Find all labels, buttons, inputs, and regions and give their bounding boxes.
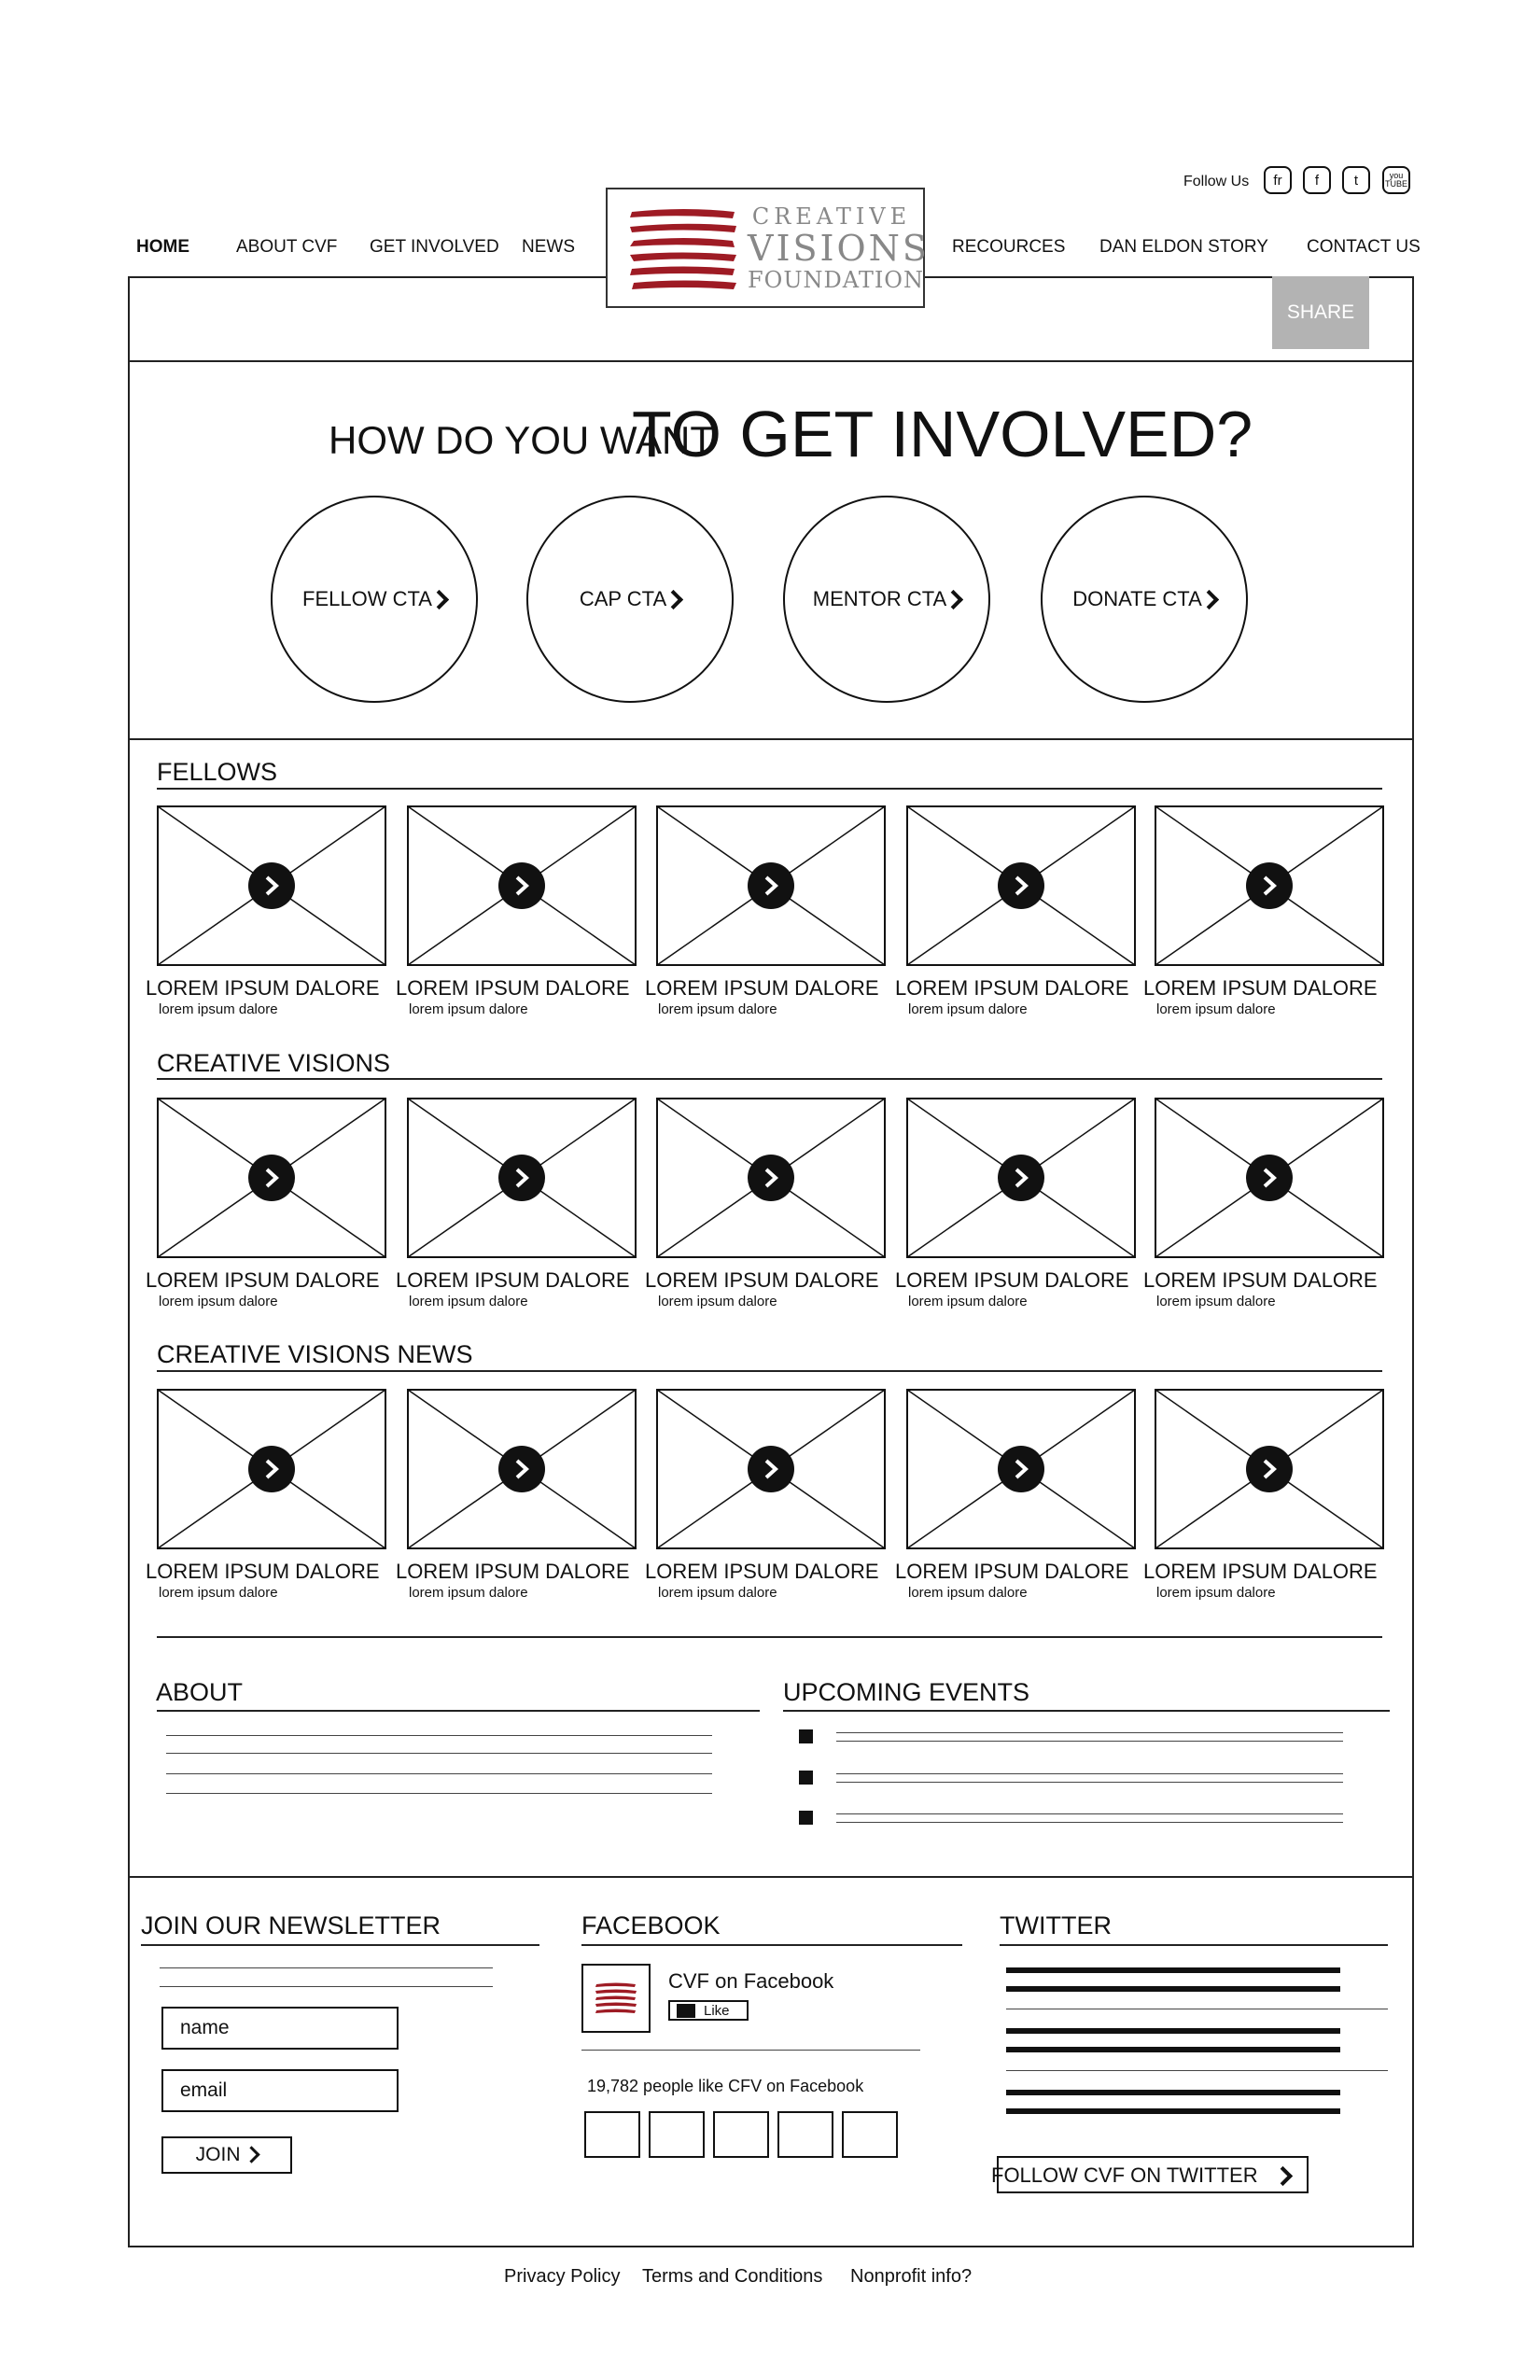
- chevron-right-icon: [664, 589, 683, 609]
- play-icon: [998, 1155, 1044, 1201]
- card-title[interactable]: LOREM IPSUM DALORE: [146, 976, 380, 1000]
- logo-line-2: VISIONS: [748, 228, 930, 269]
- about-title: ABOUT: [156, 1678, 244, 1706]
- facebook-page-name[interactable]: CVF on Facebook: [668, 1969, 834, 1993]
- join-button[interactable]: [161, 2136, 292, 2174]
- terms-link[interactable]: Terms and Conditions: [642, 2266, 823, 2287]
- text-line: [160, 1967, 493, 1968]
- site-logo[interactable]: [606, 188, 930, 308]
- fan-avatar[interactable]: [842, 2111, 898, 2158]
- image-placeholder[interactable]: [656, 1389, 886, 1549]
- card-title[interactable]: LOREM IPSUM DALORE: [645, 1268, 879, 1292]
- facebook-rule: [581, 1944, 962, 1946]
- text-line: [160, 1986, 493, 1987]
- play-icon: [248, 1446, 295, 1492]
- image-placeholder[interactable]: [407, 1389, 637, 1549]
- fan-avatar[interactable]: [649, 2111, 705, 2158]
- tweet-line: [1006, 2028, 1340, 2034]
- play-icon: [498, 862, 545, 909]
- card-subtitle: lorem ipsum dalore: [908, 1294, 1028, 1309]
- play-icon: [1246, 862, 1293, 909]
- nav-get-involved[interactable]: GET INVOLVED: [370, 237, 499, 257]
- fan-avatar[interactable]: [777, 2111, 833, 2158]
- card-subtitle: lorem ipsum dalore: [1156, 1294, 1276, 1309]
- play-icon: [248, 1155, 295, 1201]
- like-icon: [677, 2004, 695, 2018]
- follow-twitter-label: FOLLOW CVF ON TWITTER: [991, 2163, 1258, 2187]
- youtube-icon[interactable]: [1382, 166, 1410, 194]
- nav-home[interactable]: HOME: [136, 237, 189, 257]
- chevron-right-icon: [429, 589, 449, 609]
- flickr-icon[interactable]: fr: [1264, 166, 1292, 194]
- card-title[interactable]: LOREM IPSUM DALORE: [895, 1268, 1129, 1292]
- image-placeholder[interactable]: [407, 805, 637, 966]
- events-rule: [783, 1710, 1390, 1712]
- card-subtitle: lorem ipsum dalore: [159, 1585, 278, 1601]
- text-line: [166, 1793, 712, 1794]
- email-input[interactable]: email: [161, 2069, 399, 2112]
- text-line: [166, 1773, 712, 1774]
- cta-label: DONATE CTA: [1072, 587, 1202, 610]
- image-placeholder[interactable]: [157, 805, 386, 966]
- image-placeholder[interactable]: [906, 805, 1136, 966]
- facebook-page-avatar[interactable]: [581, 1964, 651, 2033]
- tweet-line: [1006, 2090, 1340, 2095]
- play-icon: [748, 862, 794, 909]
- play-icon: [1246, 1155, 1293, 1201]
- section-rule: [157, 788, 1382, 790]
- facebook-like-button[interactable]: [668, 2000, 749, 2021]
- cap-cta-button[interactable]: [526, 496, 734, 703]
- twitter-icon[interactable]: t: [1342, 166, 1370, 194]
- text-line: [166, 1735, 712, 1736]
- play-icon: [998, 1446, 1044, 1492]
- play-icon: [748, 1446, 794, 1492]
- card-subtitle: lorem ipsum dalore: [409, 1001, 528, 1017]
- card-title[interactable]: LOREM IPSUM DALORE: [1143, 1560, 1378, 1583]
- logo-line-1: CREATIVE: [751, 203, 912, 230]
- card-title[interactable]: LOREM IPSUM DALORE: [1143, 1268, 1378, 1292]
- logo-wordmark: [748, 203, 930, 294]
- card-title[interactable]: LOREM IPSUM DALORE: [146, 1268, 380, 1292]
- image-placeholder[interactable]: [1155, 1098, 1384, 1258]
- about-rule: [157, 1710, 760, 1712]
- follow-on-twitter-button[interactable]: [991, 2156, 1309, 2193]
- chevron-right-icon: [244, 2146, 260, 2163]
- image-placeholder[interactable]: [906, 1098, 1136, 1258]
- privacy-policy-link[interactable]: Privacy Policy: [504, 2266, 621, 2287]
- logo-line-3: FOUNDATION: [748, 267, 924, 293]
- card-title[interactable]: LOREM IPSUM DALORE: [396, 1268, 630, 1292]
- tweet-line: [1006, 1986, 1340, 1992]
- image-placeholder[interactable]: [407, 1098, 637, 1258]
- like-label: Like: [704, 2003, 730, 2019]
- divider: [128, 1876, 1414, 1878]
- event-line: [836, 1782, 1343, 1783]
- card-subtitle: lorem ipsum dalore: [658, 1001, 777, 1017]
- card-title[interactable]: LOREM IPSUM DALORE: [895, 1560, 1129, 1583]
- image-placeholder[interactable]: [157, 1098, 386, 1258]
- card-title[interactable]: LOREM IPSUM DALORE: [396, 976, 630, 1000]
- play-icon: [998, 862, 1044, 909]
- play-icon: [248, 862, 295, 909]
- facebook-icon[interactable]: f: [1303, 166, 1331, 194]
- cta-label: MENTOR CTA: [812, 587, 947, 610]
- twitter-rule: [1000, 1944, 1388, 1946]
- play-icon: [748, 1155, 794, 1201]
- fan-avatar[interactable]: [713, 2111, 769, 2158]
- image-placeholder[interactable]: [906, 1389, 1136, 1549]
- event-line[interactable]: [836, 1813, 1343, 1814]
- event-line[interactable]: [836, 1732, 1343, 1733]
- twitter-title: TWITTER: [1000, 1911, 1112, 1939]
- divider: [581, 2050, 920, 2051]
- cta-label: FELLOW CTA: [302, 587, 432, 610]
- facebook-title: FACEBOOK: [581, 1911, 721, 1939]
- logo-stripes-icon: [583, 1966, 649, 2031]
- follow-us-label: Follow Us: [1183, 174, 1250, 189]
- divider: [157, 1636, 1382, 1638]
- share-button[interactable]: SHARE: [1272, 276, 1369, 349]
- fellow-cta-button[interactable]: [271, 496, 478, 703]
- newsletter-rule: [141, 1944, 539, 1946]
- event-bullet: [799, 1811, 813, 1825]
- tweet-line: [1006, 1967, 1340, 1973]
- play-icon: [1246, 1446, 1293, 1492]
- facebook-like-count: 19,782 people like CFV on Facebook: [587, 2077, 864, 2095]
- play-icon: [498, 1155, 545, 1201]
- card-subtitle: lorem ipsum dalore: [159, 1001, 278, 1017]
- event-line: [836, 1741, 1343, 1742]
- section-rule: [157, 1078, 1382, 1080]
- text-line: [166, 1753, 712, 1754]
- join-label: JOIN: [195, 2144, 241, 2165]
- card-subtitle: lorem ipsum dalore: [409, 1585, 528, 1601]
- image-placeholder[interactable]: [656, 1098, 886, 1258]
- divider: [128, 360, 1414, 362]
- mentor-cta-button[interactable]: [783, 496, 990, 703]
- card-subtitle: lorem ipsum dalore: [908, 1585, 1028, 1601]
- involve-heading-big: TO GET INVOLVED?: [632, 398, 1253, 470]
- card-subtitle: lorem ipsum dalore: [908, 1001, 1028, 1017]
- play-icon: [498, 1446, 545, 1492]
- card-title[interactable]: LOREM IPSUM DALORE: [396, 1560, 630, 1583]
- chevron-right-icon: [944, 589, 963, 609]
- donate-cta-button[interactable]: [1041, 496, 1248, 703]
- image-placeholder[interactable]: [1155, 1389, 1384, 1549]
- event-bullet: [799, 1771, 813, 1785]
- image-placeholder[interactable]: [157, 1389, 386, 1549]
- card-title[interactable]: LOREM IPSUM DALORE: [1143, 976, 1378, 1000]
- name-input[interactable]: name: [161, 2007, 399, 2050]
- involve-heading-small: HOW DO YOU WANT: [329, 418, 714, 462]
- logo-stripes-icon: [628, 206, 738, 295]
- tweet-line: [1006, 2108, 1340, 2114]
- card-title[interactable]: LOREM IPSUM DALORE: [645, 976, 879, 1000]
- nav-recources[interactable]: RECOURCES: [952, 237, 1066, 257]
- cta-label: CAP CTA: [579, 587, 667, 610]
- image-placeholder[interactable]: [1155, 805, 1384, 966]
- card-subtitle: lorem ipsum dalore: [658, 1585, 777, 1601]
- tweet-divider: [1006, 2070, 1388, 2071]
- chevron-right-icon: [1273, 2166, 1293, 2186]
- event-bullet: [799, 1729, 813, 1743]
- section-title: CREATIVE VISIONS: [157, 1049, 391, 1077]
- card-title[interactable]: LOREM IPSUM DALORE: [895, 976, 1129, 1000]
- youtube-icon-label: you TUBE: [1385, 171, 1408, 189]
- tweet-line: [1006, 2047, 1340, 2052]
- section-title: FELLOWS: [157, 758, 278, 786]
- card-subtitle: lorem ipsum dalore: [409, 1294, 528, 1309]
- card-title[interactable]: LOREM IPSUM DALORE: [146, 1560, 380, 1583]
- card-subtitle: lorem ipsum dalore: [1156, 1001, 1276, 1017]
- newsletter-title: JOIN OUR NEWSLETTER: [141, 1911, 441, 1939]
- image-placeholder[interactable]: [656, 805, 886, 966]
- nonprofit-info-link[interactable]: Nonprofit info?: [850, 2266, 973, 2287]
- fan-avatar[interactable]: [584, 2111, 640, 2158]
- event-line[interactable]: [836, 1773, 1343, 1774]
- card-title[interactable]: LOREM IPSUM DALORE: [645, 1560, 879, 1583]
- nav-news[interactable]: NEWS: [522, 237, 575, 257]
- card-subtitle: lorem ipsum dalore: [1156, 1585, 1276, 1601]
- card-subtitle: lorem ipsum dalore: [658, 1294, 777, 1309]
- section-title: CREATIVE VISIONS NEWS: [157, 1340, 473, 1368]
- divider: [128, 738, 1414, 740]
- upcoming-events-title: UPCOMING EVENTS: [783, 1678, 1030, 1706]
- nav-dan-eldon-story[interactable]: DAN ELDON STORY: [1099, 237, 1268, 257]
- card-subtitle: lorem ipsum dalore: [159, 1294, 278, 1309]
- section-rule: [157, 1370, 1382, 1372]
- nav-contact-us[interactable]: CONTACT US: [1307, 237, 1421, 257]
- event-line: [836, 1822, 1343, 1823]
- nav-about-cvf[interactable]: ABOUT CVF: [236, 237, 338, 257]
